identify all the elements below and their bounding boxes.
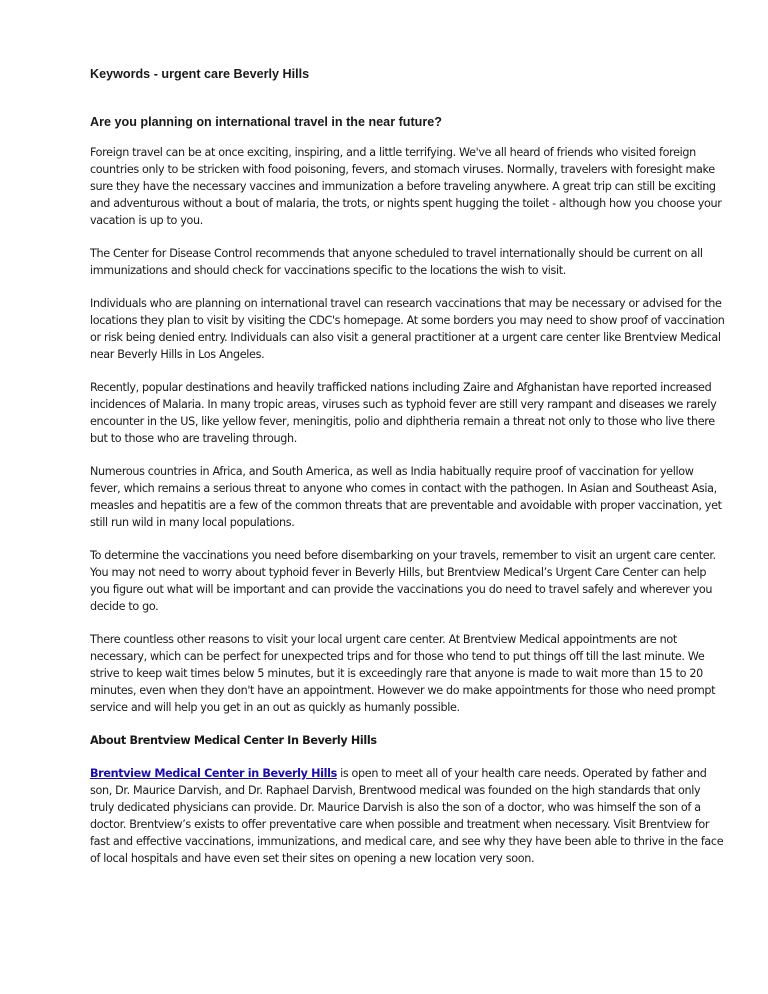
brentview-link[interactable]: Brentview Medical Center in Beverly Hills bbox=[90, 767, 337, 780]
paragraph-1: Foreign travel can be at once exciting, inspiring, and a little terrifying. We've all heard of friends who visited foreign countries only to be stricken with food poisoning, fevers, and stomach viruses. Normally, travelers with foresight make sure they have the necessary vaccines and immunization a before traveling anywhere. A great trip can still be exciting and adventurous without a bout of malaria, the trots, or nights spent hugging the toilet - although how you choose your vacation is up to you. bbox=[90, 146, 722, 227]
paragraph-6: To determine the vaccinations you need before disembarking on your travels, remember to visit an urgent care center. You may not need to worry about typhoid fever in Beverly Hills, but Brentview Medical’s Urgent Care Center can help you figure out what will be important and can provide the vaccinations you do need to travel safely and wherever you decide to go. bbox=[90, 549, 716, 613]
about-heading: About Brentview Medical Center In Beverly Hills bbox=[90, 734, 377, 747]
paragraph-4: Recently, popular destinations and heavily trafficked nations including Zaire and Afghanistan have reported increased incidences of Malaria. In many tropic areas, viruses such as typhoid fever are still very rampant and diseases we rarely encounter in the US, like yellow fever, meningitis, polio and diphtheria remain a threat not only to those who live there but to those who are traveling through. bbox=[90, 381, 717, 445]
about-text: is open to meet all of your health care needs. Operated by father and son, Dr. Maurice Darvish, and Dr. Raphael Darvish, Brentwood medical was founded on the high standards that only truly dedicated physicians can provide. Dr. Maurice Darvish is also the son of a doctor, who was himself the son of a doctor. Brentview’s exists to offer preventative care when possible and treatment when necessary. Visit Brentview for fast and effective vaccinations, immunizations, and medical care, and see why they have been able to thrive in the face of local hospitals and have even set their sites on opening a new location very soon. bbox=[90, 767, 724, 865]
about-paragraph bbox=[90, 765, 726, 867]
paragraph-5: Numerous countries in Africa, and South America, as well as India habitually require proof of vaccination for yellow fever, which remains a serious threat to anyone who comes in contact with the pathogen. In Asian and Southeast Asia, measles and hepatitis are a few of the common threats that are preventable and avoidable with proper vaccination, yet still run wild in many local populations. bbox=[90, 465, 722, 529]
article-body bbox=[90, 144, 726, 883]
paragraph-7: There countless other reasons to visit your local urgent care center. At Brentview Medical appointments are not necessary, which can be perfect for unexpected trips and for those who tend to put things off till the last minute. We strive to keep wait times below 5 minutes, but it is exceedingly rare that anyone is made to wait more than 15 to 20 minutes, even when they don't have an appointment. However we do make appointments for those who need prompt service and will help you get in an out as quickly as humanly possible. bbox=[90, 633, 716, 714]
article-heading: Are you planning on international travel in the near future? bbox=[90, 115, 442, 129]
keywords-line: Keywords - urgent care Beverly Hills bbox=[90, 67, 310, 81]
paragraph-3: Individuals who are planning on international travel can research vaccinations that may be necessary or advised for the locations they plan to visit by visiting the CDC's homepage. At some borders you may need to show proof of vaccination or risk being denied entry. Individuals can also visit a general practitioner at a urgent care center like Brentview Medical near Beverly Hills in Los Angeles. bbox=[90, 297, 725, 361]
paragraph-2: The Center for Disease Control recommends that anyone scheduled to travel internationally should be current on all immunizations and should check for vaccinations specific to the locations the wish to visit. bbox=[90, 247, 703, 277]
